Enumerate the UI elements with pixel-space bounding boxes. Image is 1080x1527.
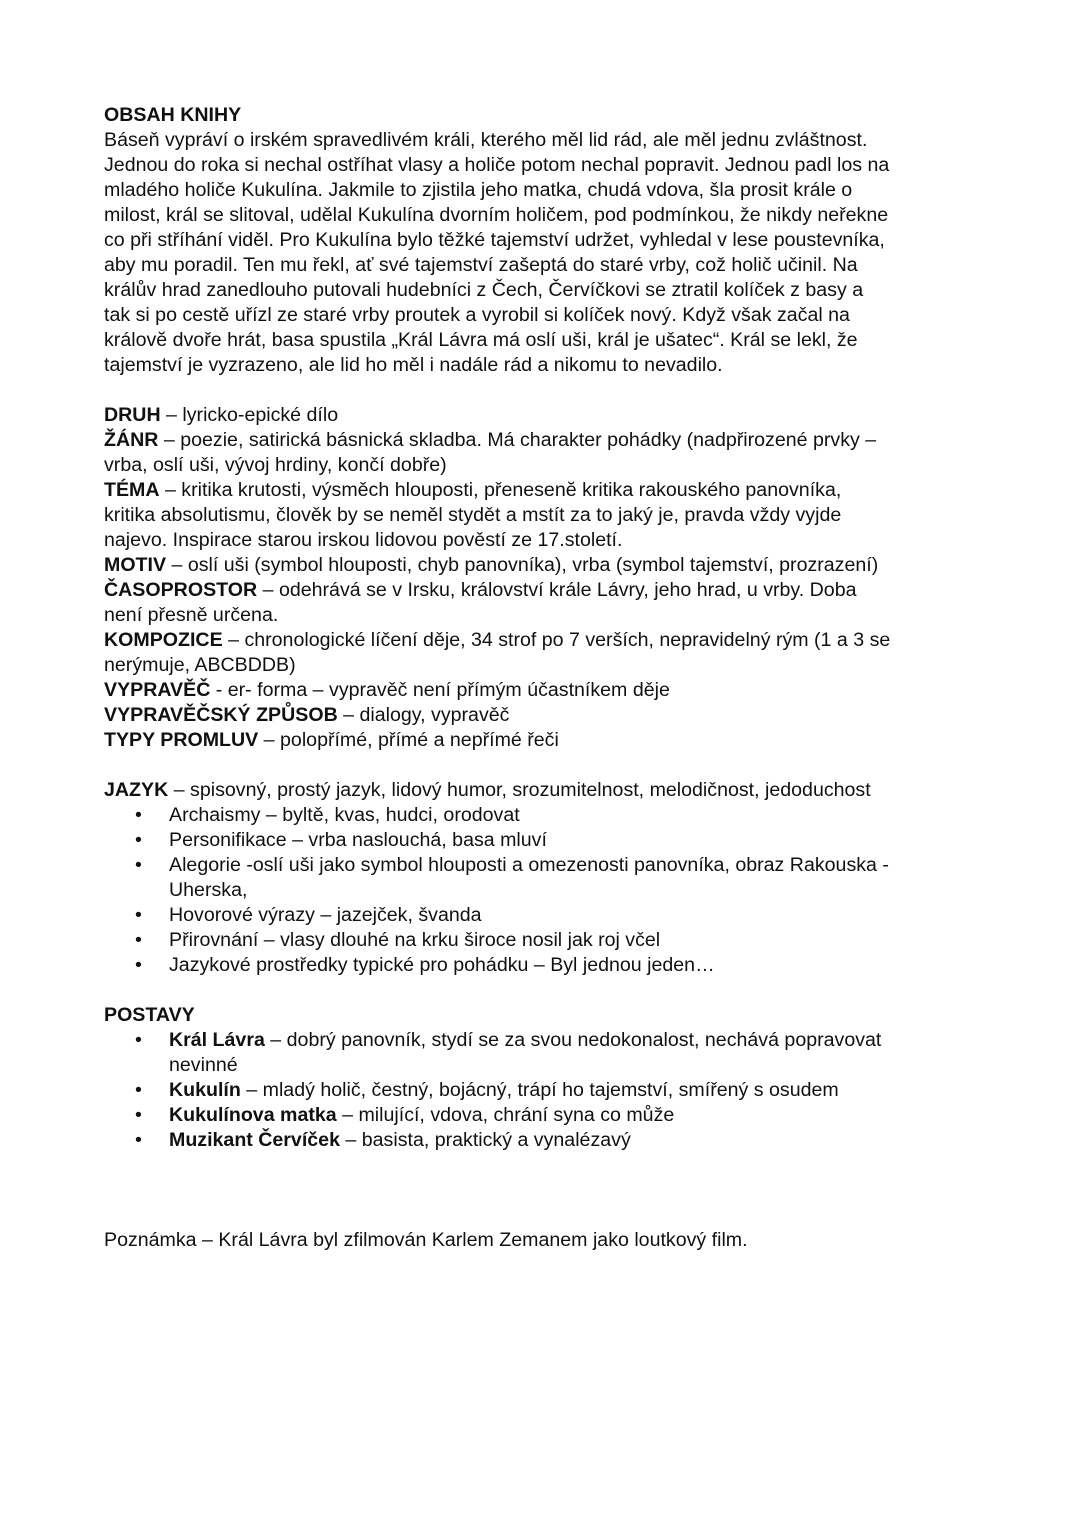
zanr-continuation: vrba, oslí uši, vývoj hrdiny, končí dobře)	[104, 454, 447, 476]
tema-text: – kritika krutosti, výsměch hlouposti, přenesenĕ kritika rakouského panovníka,	[159, 479, 842, 501]
summary-line: aby mu poradil. Ten mu řekl, ať své tajemství zašeptá do staré vrby, což holič učinil. Na	[104, 254, 858, 276]
summary-line: tajemství je vyzrazeno, ale lid ho měl i nadále rád a nikomu to nevadilo.	[104, 354, 723, 376]
summary-line: co při stříhání viděl. Pro Kukulína bylo těžké tajemství udržet, vyhledal v lese poustevníka,	[104, 229, 885, 251]
character-description: – mladý holič, čestný, bojácný, trápí ho tajemství, smířený s osudem	[240, 1079, 839, 1101]
vypravecsky-zpusob-label: VYPRAVĚČSKÝ ZPŮSOB	[104, 704, 338, 726]
zanr-row	[104, 428, 1004, 453]
motiv-row	[104, 553, 1004, 578]
tema-continuation: najevo. Inspirace starou irskou lidovou pověstí ze 17.století.	[104, 529, 623, 551]
spacer	[104, 378, 1004, 403]
spacer	[104, 1153, 1004, 1178]
kompozice-text: – chronologické líčení děje, 34 strof po 7 verších, nepravidelný rým (1 a 3 se	[222, 629, 891, 651]
list-item-text: Personifikace – vrba naslouchá, basa mluví	[169, 829, 547, 851]
motiv-label: MOTIV	[104, 554, 167, 576]
list-item-text: Archaismy – byltě, kvas, hudci, orodovat	[169, 804, 520, 826]
casoprostor-row	[104, 578, 1004, 603]
list-item	[104, 853, 1004, 878]
character-name: Muzikant Červíček	[169, 1129, 340, 1151]
vypravecsky-zpusob-text: – dialogy, vypravěč	[337, 704, 510, 726]
vypravec-text: - er- forma – vypravěč není přímým účastníkem děje	[210, 679, 670, 701]
bullet-icon: •	[135, 1029, 142, 1051]
character-description: – milující, vdova, chrání syna co může	[336, 1104, 675, 1126]
typy-promluv-row	[104, 728, 1004, 753]
jazyk-text: – spisovný, prostý jazyk, lidový humor, srozumitelnost, melodičnost, jedoduchost	[168, 779, 871, 801]
bullet-icon: •	[135, 929, 142, 951]
list-item	[104, 1078, 1004, 1103]
jazyk-section	[104, 778, 1004, 978]
character-name: Kukulín	[169, 1079, 241, 1101]
character-name: Král Lávra	[169, 1029, 265, 1051]
document-page	[104, 103, 1004, 1253]
summary-line: Báseň vypráví o irském spravedlivém králi, kterého měl lid rád, ale měl jednu zvláštnost.	[104, 129, 868, 151]
note-section	[104, 1228, 1004, 1253]
casoprostor-text: – odehrává se v Irsku, království krále Lávry, jeho hrad, u vrby. Doba	[257, 579, 857, 601]
zanr-text: – poezie, satirická básnická skladba. Má charakter pohádky (nadpřirozené prvky –	[158, 429, 877, 451]
jazyk-row	[104, 778, 1004, 803]
druh-text: – lyricko-epické dílo	[160, 404, 339, 426]
zanr-label: ŽÁNR	[104, 429, 159, 451]
summary-line: královĕ dvoře hrát, basa spustila „Král Lávra má oslí uši, král je ušatec“. Král se lekl, že	[104, 329, 858, 351]
tema-label: TÉMA	[104, 479, 160, 501]
bullet-icon: •	[135, 904, 142, 926]
character-description: – dobrý panovník, stydí se za svou nedokonalost, nechává popravovat	[264, 1029, 882, 1051]
summary-line: tak si po cestě uřízl ze staré vrby proutek a vyrobil si kolíček nový. Když však začal na	[104, 304, 850, 326]
bullet-icon: •	[135, 829, 142, 851]
summary-line: milost, král se slitoval, udělal Kukulína dvorním holičem, pod podmínkou, že nikdy neřekne	[104, 204, 889, 226]
summary-section	[104, 103, 1004, 378]
spacer	[104, 753, 1004, 778]
spacer	[104, 1203, 1004, 1228]
list-item	[104, 803, 1004, 828]
list-item-continuation: Uherska,	[169, 879, 248, 901]
analysis-section	[104, 403, 1004, 753]
note-text: Poznámka – Král Lávra byl zfilmován Karlem Zemanem jako loutkový film.	[104, 1229, 748, 1251]
character-name: Kukulínova matka	[169, 1104, 337, 1126]
druh-row	[104, 403, 1004, 428]
summary-line: Jednou do roka si nechal ostříhat vlasy a holiče potom nechal popravit. Jednou padl los na	[104, 154, 890, 176]
casoprostor-continuation: není přesně určena.	[104, 604, 279, 626]
kompozice-label: KOMPOZICE	[104, 629, 223, 651]
spacer	[104, 1178, 1004, 1203]
postavy-heading: POSTAVY	[104, 1004, 195, 1026]
summary-line: králův hrad zanedlouho putovali hudebníci z Čech, Červíčkovi se ztratil kolíček z basy a	[104, 279, 864, 301]
vypravec-row	[104, 678, 1004, 703]
list-item-text: Alegorie -oslí uši jako symbol hlouposti a omezenosti panovníka, obraz Rakouska -	[169, 854, 889, 876]
summary-line: mladého holiče Kukulína. Jakmile to zjistila jeho matka, chudá vdova, šla prosit krále o	[104, 179, 853, 201]
summary-heading: OBSAH KNIHY	[104, 104, 242, 126]
jazyk-label: JAZYK	[104, 779, 169, 801]
list-item	[104, 928, 1004, 953]
list-item-continuation: nevinné	[169, 1054, 238, 1076]
list-item	[104, 953, 1004, 978]
list-item	[104, 1028, 1004, 1053]
typy-promluv-label: TYPY PROMLUV	[104, 729, 259, 751]
kompozice-continuation: nerýmuje, ABCBDDB)	[104, 654, 296, 676]
motiv-text: – oslí uši (symbol hlouposti, chyb panovníka), vrba (symbol tajemství, prozrazení)	[166, 554, 879, 576]
bullet-icon: •	[135, 1104, 142, 1126]
typy-promluv-text: – polopřímé, přímé a nepřímé řeči	[258, 729, 559, 751]
bullet-icon: •	[135, 954, 142, 976]
list-item-text: Jazykové prostředky typické pro pohádku – Byl jednou jeden…	[169, 954, 715, 976]
vypravecsky-zpusob-row	[104, 703, 1004, 728]
list-item	[104, 1103, 1004, 1128]
bullet-icon: •	[135, 1079, 142, 1101]
character-description: – basista, praktický a vynalézavý	[339, 1129, 631, 1151]
list-item-text: Hovorové výrazy – jazejček, švanda	[169, 904, 482, 926]
druh-label: DRUH	[104, 404, 161, 426]
list-item	[104, 903, 1004, 928]
tema-row	[104, 478, 1004, 503]
postavy-section	[104, 1003, 1004, 1153]
kompozice-row	[104, 628, 1004, 653]
bullet-icon: •	[135, 1129, 142, 1151]
tema-continuation: kritika absolutismu, člověk by se neměl stydět a mstít za to jaký je, pravda vždy vyjde	[104, 504, 842, 526]
spacer	[104, 978, 1004, 1003]
bullet-icon: •	[135, 804, 142, 826]
casoprostor-label: ČASOPROSTOR	[104, 579, 258, 601]
list-item	[104, 1128, 1004, 1153]
list-item-text: Přirovnání – vlasy dlouhé na krku široce nosil jak roj včel	[169, 929, 661, 951]
vypravec-label: VYPRAVĚČ	[104, 679, 211, 701]
bullet-icon: •	[135, 854, 142, 876]
list-item	[104, 828, 1004, 853]
